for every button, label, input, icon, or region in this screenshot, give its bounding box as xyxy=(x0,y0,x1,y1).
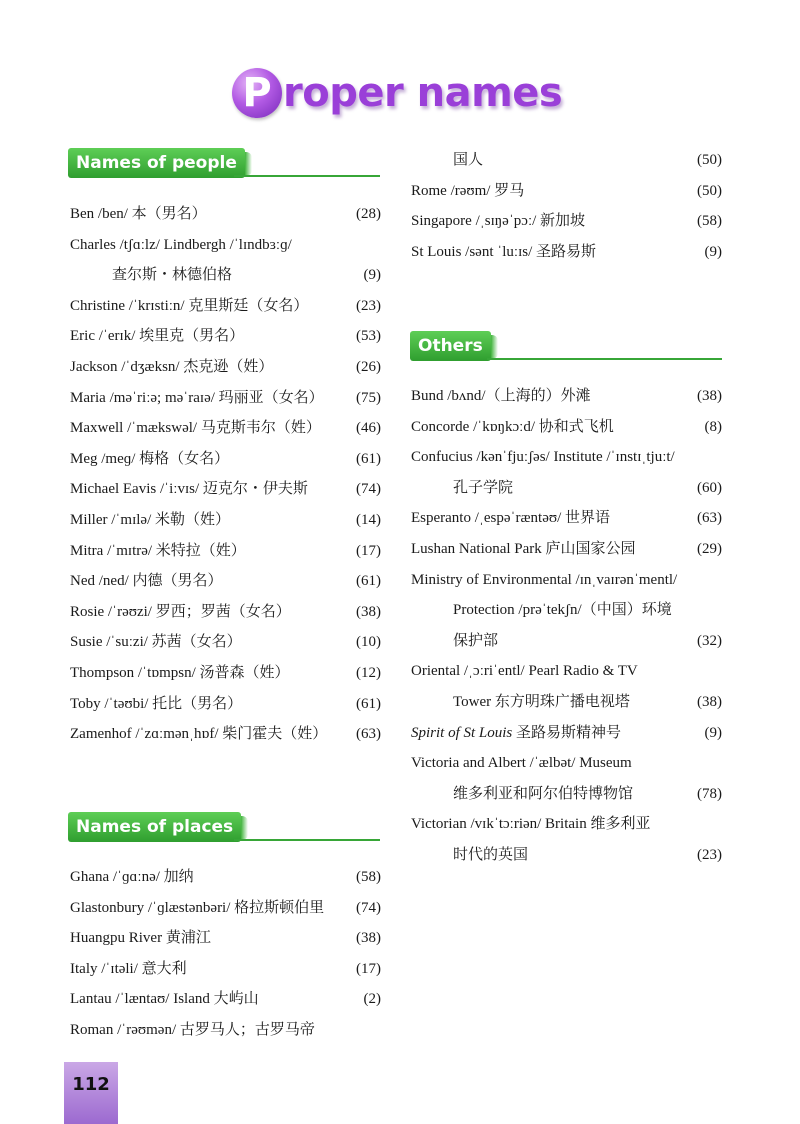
section-header-places xyxy=(68,812,380,844)
entry-text: Glastonbury /ˈɡlæstənbəri/ 格拉斯顿伯里 xyxy=(70,899,325,916)
list-item xyxy=(70,352,381,383)
entry-page-ref: (10) xyxy=(356,634,381,651)
list-item xyxy=(411,534,722,565)
list-item xyxy=(70,413,381,444)
entry-page-ref: (9) xyxy=(363,267,381,284)
list-item xyxy=(70,719,381,750)
entry-page-ref: (38) xyxy=(356,930,381,947)
entry-text: 国人 xyxy=(453,152,484,168)
entry-page-ref: (23) xyxy=(697,846,722,863)
entry-page-ref: (74) xyxy=(356,899,381,916)
list-item xyxy=(70,689,381,720)
entry-page-ref: (53) xyxy=(356,328,381,345)
entry-italic-name: Spirit of St Louis xyxy=(411,724,513,741)
entry-text: Ministry of Environmental /ɪnˌvaɪrənˈmentl/ xyxy=(411,571,678,588)
list-item xyxy=(411,718,722,749)
entry-text: Maria /məˈriːə; məˈraɪə/ 玛丽亚（女名） xyxy=(70,389,324,406)
others-list xyxy=(411,381,722,871)
list-item xyxy=(70,658,381,689)
entry-page-ref: (60) xyxy=(697,479,722,496)
list-item xyxy=(70,260,381,291)
entry-text: Oriental /ˌɔːriˈentl/ Pearl Radio & TV xyxy=(411,663,638,680)
list-item xyxy=(411,473,722,504)
list-item xyxy=(411,412,722,443)
entry-text: Christine /ˈkrɪstiːn/ 克里斯廷（女名） xyxy=(70,297,309,314)
entry-text: Victoria and Albert /ˈælbət/ Museum xyxy=(411,755,632,772)
entry-page-ref: (9) xyxy=(704,243,722,260)
entry-text: St Louis /sənt ˈluːɪs/ 圣路易斯 xyxy=(411,243,597,260)
entry-page-ref: (61) xyxy=(356,695,381,712)
entry-text: 维多利亚和阿尔伯特博物馆 xyxy=(453,785,634,802)
section-header-people xyxy=(68,148,380,180)
entry-text: Eric /ˈerɪk/ 埃里克（男名） xyxy=(70,328,245,345)
entry-text: Ned /ned/ 内德（男名） xyxy=(70,573,223,590)
list-item xyxy=(411,809,722,840)
section-rule xyxy=(234,175,380,177)
entry-text: 孔子学院 xyxy=(453,479,514,496)
entry-text: Protection /prəˈtekʃn/（中国）环境 xyxy=(453,602,672,619)
entry-text: Victorian /vɪkˈtɔːriən/ Britain 维多利亚 xyxy=(411,816,651,833)
section-header-others xyxy=(410,331,722,363)
entry-text: 时代的英国 xyxy=(453,846,529,863)
entry-text: Italy /ˈɪtəli/ 意大利 xyxy=(70,960,187,977)
entry-text: Jackson /ˈdʒæksn/ 杰克逊（姓） xyxy=(70,358,274,375)
entry-page-ref: (58) xyxy=(356,869,381,885)
title-first-letter: P xyxy=(232,68,282,118)
entry-page-ref: (23) xyxy=(356,297,381,314)
entry-text: Huangpu River 黄浦江 xyxy=(70,930,211,947)
list-item xyxy=(411,626,722,657)
list-item xyxy=(70,984,381,1015)
list-item xyxy=(70,954,381,985)
entry-page-ref: (9) xyxy=(704,724,722,741)
entry-page-ref: (63) xyxy=(356,726,381,743)
entry-text: Tower 东方明珠广播电视塔 xyxy=(453,693,630,710)
entry-text: Rosie /ˈrəʊzi/ 罗西；罗茜（女名） xyxy=(70,603,291,620)
list-item xyxy=(411,779,722,810)
section-rule xyxy=(234,839,380,841)
entry-page-ref: (61) xyxy=(356,450,381,467)
entry-page-ref: (50) xyxy=(697,182,722,199)
entry-text: Toby /ˈtəʊbi/ 托比（男名） xyxy=(70,695,243,712)
list-item xyxy=(70,505,381,536)
list-item xyxy=(411,687,722,718)
entry-text: Roman /ˈrəʊmən/ 古罗马人；古罗马帝 xyxy=(70,1021,315,1038)
entry-page-ref: (61) xyxy=(356,573,381,590)
list-item xyxy=(411,442,722,473)
entry-text: Charles /tʃɑːlz/ Lindbergh /ˈlɪndbɜːɡ/ xyxy=(70,236,292,253)
section-rule xyxy=(487,358,722,360)
list-item xyxy=(70,230,381,261)
people-list xyxy=(70,199,381,750)
list-item xyxy=(70,321,381,352)
entry-text: Ben /ben/ 本（男名） xyxy=(70,206,207,222)
entry-text: Bund /bʌnd/（上海的）外滩 xyxy=(411,388,591,404)
entry-page-ref: (46) xyxy=(356,420,381,437)
page-number: 112 xyxy=(72,1074,110,1095)
entry-page-ref: (8) xyxy=(704,418,722,435)
entry-text: Zamenhof /ˈzɑːmənˌhɒf/ 柴门霍夫（姓） xyxy=(70,726,328,743)
list-item xyxy=(411,503,722,534)
entry-text: Ghana /ˈɡɑːnə/ 加纳 xyxy=(70,869,194,885)
list-item xyxy=(411,565,722,596)
entry-page-ref: (28) xyxy=(356,206,381,222)
list-item xyxy=(70,474,381,505)
section-label: Others xyxy=(410,331,491,361)
list-item xyxy=(411,840,722,871)
list-item xyxy=(70,536,381,567)
page-number-box xyxy=(64,1062,118,1124)
entry-page-ref: (12) xyxy=(356,664,381,681)
section-label: Names of people xyxy=(68,148,245,178)
entry-text: Mitra /ˈmɪtrə/ 米特拉（姓） xyxy=(70,542,246,559)
list-item xyxy=(411,176,722,207)
entry-page-ref: (75) xyxy=(356,389,381,406)
page-title xyxy=(232,62,562,124)
places-list-continued xyxy=(411,145,722,267)
entry-text: Concorde /ˈkɒŋkɔːd/ 协和式飞机 xyxy=(411,418,614,435)
entry-page-ref: (74) xyxy=(356,481,381,498)
list-item xyxy=(70,1015,381,1046)
entry-text: Esperanto /ˌespəˈræntəʊ/ 世界语 xyxy=(411,510,611,527)
list-item xyxy=(70,383,381,414)
list-item xyxy=(70,597,381,628)
entry-text: Susie /ˈsuːzi/ 苏茜（女名） xyxy=(70,634,242,651)
entry-text: Miller /ˈmɪlə/ 米勒（姓） xyxy=(70,511,230,528)
list-item xyxy=(70,862,381,893)
list-item xyxy=(411,656,722,687)
list-item xyxy=(70,923,381,954)
list-item xyxy=(70,199,381,230)
list-item xyxy=(411,748,722,779)
entry-text: Michael Eavis /ˈiːvɪs/ 迈克尔・伊夫斯 xyxy=(70,481,308,498)
entry-page-ref: (63) xyxy=(697,510,722,527)
entry-page-ref: (2) xyxy=(363,991,381,1008)
entry-page-ref: (58) xyxy=(697,213,722,230)
entry-text: 保护部 xyxy=(453,632,499,649)
list-item xyxy=(70,893,381,924)
entry-page-ref: (17) xyxy=(356,960,381,977)
entry-page-ref: (32) xyxy=(697,632,722,649)
list-item xyxy=(411,237,722,268)
entry-page-ref: (26) xyxy=(356,358,381,375)
entry-text: 查尔斯・林德伯格 xyxy=(112,267,233,284)
entry-text: Thompson /ˈtɒmpsn/ 汤普森（姓） xyxy=(70,664,290,681)
entry-page-ref: (38) xyxy=(697,693,722,710)
entry-page-ref: (14) xyxy=(356,511,381,528)
entry-text: Meg /meɡ/ 梅格（女名） xyxy=(70,450,230,467)
entry-page-ref: (78) xyxy=(697,785,722,802)
entry-text: Confucius /kənˈfjuːʃəs/ Institute /ˈɪnstɪˌtjuːt/ xyxy=(411,449,675,466)
list-item xyxy=(411,381,722,412)
entry-text: Lushan National Park 庐山国家公园 xyxy=(411,540,636,557)
entry-page-ref: (38) xyxy=(697,388,722,404)
list-item xyxy=(70,627,381,658)
title-text: roper names xyxy=(283,70,563,116)
entry-page-ref: (50) xyxy=(697,152,722,168)
list-item xyxy=(70,444,381,475)
list-item xyxy=(411,206,722,237)
entry-text: Maxwell /ˈmækswəl/ 马克斯韦尔（姓） xyxy=(70,420,321,437)
list-item xyxy=(70,566,381,597)
list-item xyxy=(70,291,381,322)
entry-text: Rome /rəʊm/ 罗马 xyxy=(411,182,525,199)
entry-text: Singapore /ˌsɪŋəˈpɔː/ 新加坡 xyxy=(411,213,586,230)
entry-page-ref: (17) xyxy=(356,542,381,559)
places-list xyxy=(70,862,381,1046)
list-item xyxy=(411,145,722,176)
entry-text: 圣路易斯精神号 xyxy=(516,724,622,741)
entry-page-ref: (38) xyxy=(356,603,381,620)
list-item xyxy=(411,595,722,626)
entry-page-ref: (29) xyxy=(697,540,722,557)
entry-text: Lantau /ˈlæntaʊ/ Island 大屿山 xyxy=(70,991,259,1008)
section-label: Names of places xyxy=(68,812,241,842)
